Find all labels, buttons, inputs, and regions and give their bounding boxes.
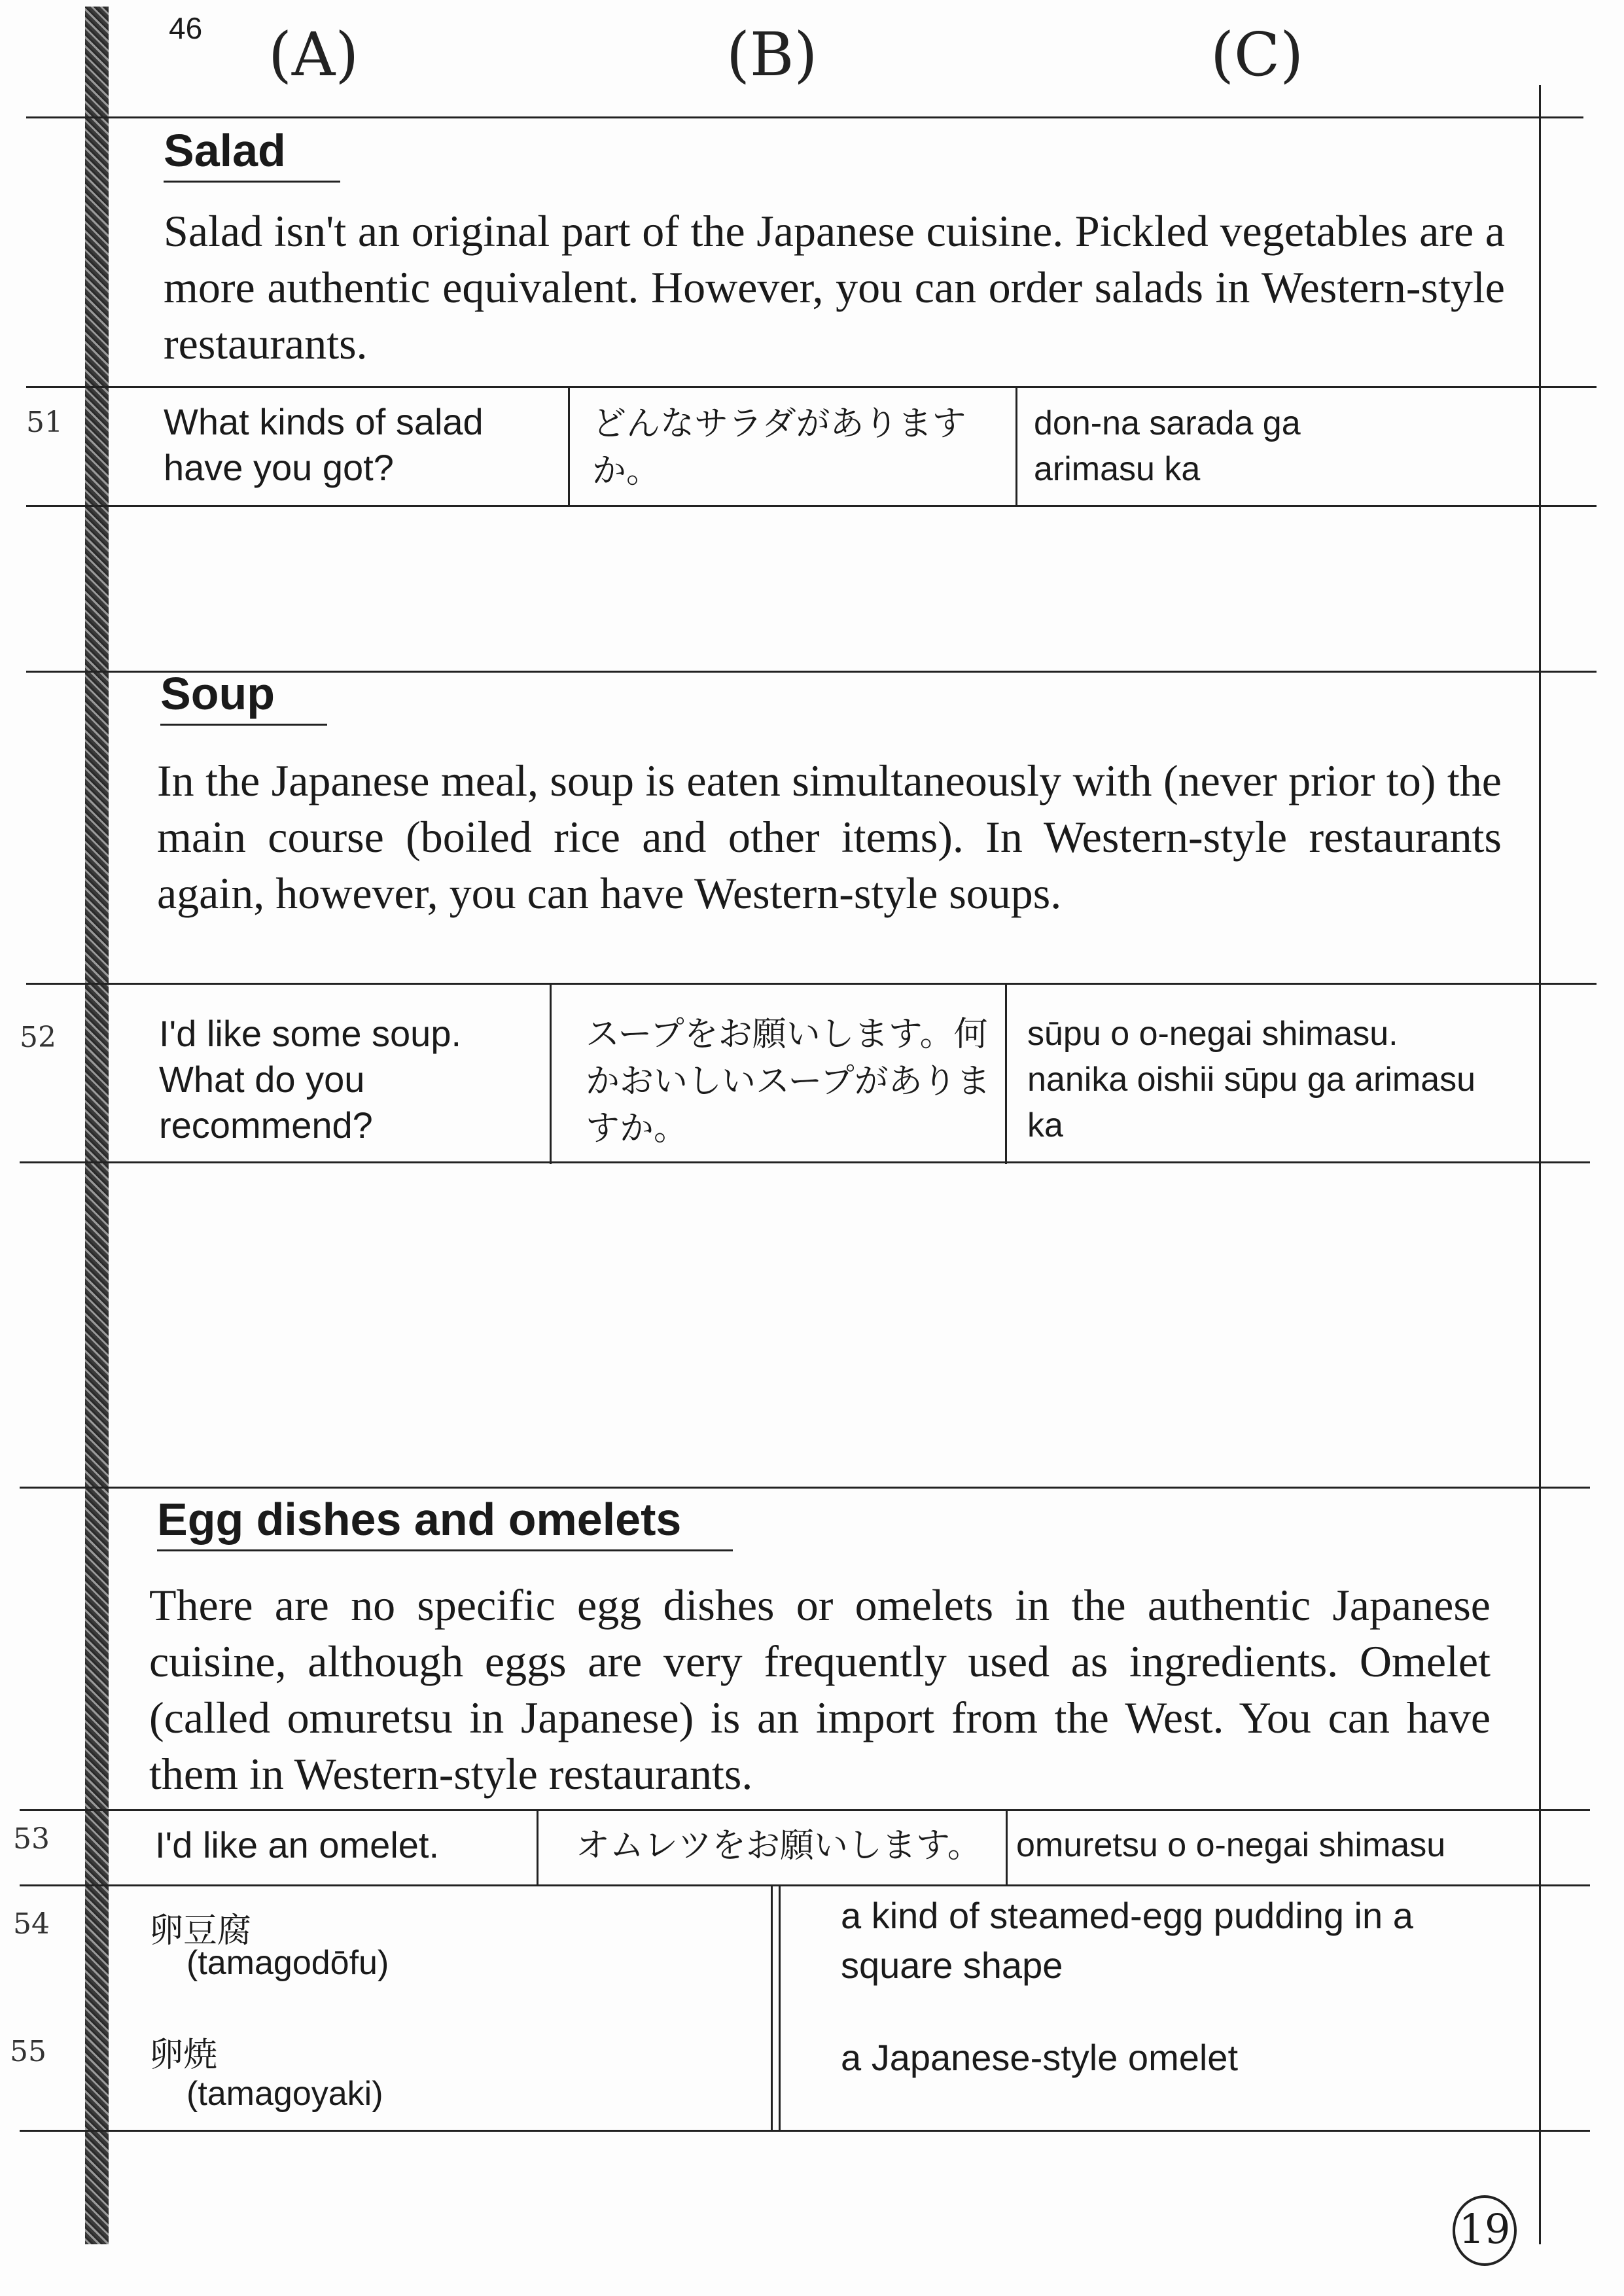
omelet-romaji: omuretsu o o-negai shimasu xyxy=(1016,1826,1446,1864)
rule xyxy=(20,1487,1590,1489)
rule xyxy=(26,386,1597,388)
rule xyxy=(20,2130,1590,2132)
tamagoyaki-desc: a Japanese-style omelet xyxy=(841,2037,1239,2078)
rule xyxy=(26,505,1597,507)
rule xyxy=(20,1884,1590,1886)
col-divider xyxy=(537,1810,538,1886)
rule xyxy=(26,983,1597,985)
rule xyxy=(20,1161,1590,1163)
egg-paragraph: There are no specific egg dishes or omelets in the authentic Japanese cuisine, although eggs are very frequently used as ingredients. Omelet (called omuretsu in Japanese) is an import from the West. You can have them in Western-style restaurants. xyxy=(149,1580,1491,1799)
soup-heading: Soup xyxy=(160,667,327,726)
soup-english: I'd like some soup. What do you recommend? xyxy=(159,1013,462,1146)
row-number: 53 xyxy=(13,1822,50,1856)
row-number: 54 xyxy=(13,1907,50,1941)
salad-romaji: don-na sarada ga arimasu ka xyxy=(1034,404,1301,488)
col-divider xyxy=(779,1886,781,2131)
book-spine-shadow xyxy=(85,7,109,2244)
row-number: 55 xyxy=(10,2035,46,2068)
salad-heading: Salad xyxy=(164,124,340,183)
soup-japanese: スープをお願いします。何かおいしいスープがありますか。 xyxy=(586,1015,991,1148)
rule xyxy=(20,1809,1590,1811)
omelet-english: I'd like an omelet. xyxy=(155,1824,440,1865)
row-number: 51 xyxy=(26,406,63,439)
col-divider xyxy=(550,984,552,1164)
tamagoyaki-reading: (tamagoyaki) xyxy=(186,2075,383,2113)
salad-japanese: どんなサラダがありますか。 xyxy=(592,404,966,491)
col-divider xyxy=(1005,984,1007,1164)
tamagoyaki-kanji: 卵焼 xyxy=(149,2036,218,2075)
tamagodofu-kanji: 卵豆腐 xyxy=(149,1911,252,1951)
col-divider xyxy=(1006,1810,1008,1886)
row-number: 52 xyxy=(20,1021,56,1054)
tamagodofu-reading: (tamagodōfu) xyxy=(186,1944,389,1982)
column-mark-c: (C) xyxy=(1210,20,1304,90)
right-margin-line xyxy=(1539,85,1541,2244)
soup-paragraph: In the Japanese meal, soup is eaten simultaneously with (never prior to) the main course (boiled rice and other items). In Western-style restaurants again, however, you can have Western-style soups. xyxy=(157,756,1502,918)
tamagodofu-desc: a kind of steamed-egg pudding in a square shape xyxy=(841,1895,1413,1986)
egg-heading: Egg dishes and omelets xyxy=(157,1493,733,1551)
column-mark-a: (A) xyxy=(268,20,359,90)
omelet-japanese: オムレツをお願いします。 xyxy=(576,1826,981,1865)
salad-paragraph: Salad isn't an original part of the Japanese cuisine. Pickled vegetables are a more authentic equivalent. However, you can order salads in Western-style restaurants. xyxy=(164,206,1505,368)
page-number: 46 xyxy=(169,11,203,45)
salad-english: What kinds of salad have you got? xyxy=(164,401,484,488)
rule xyxy=(26,116,1583,118)
col-divider xyxy=(771,1886,773,2131)
col-divider xyxy=(1015,387,1017,505)
col-divider xyxy=(568,387,570,505)
column-mark-b: (B) xyxy=(726,20,818,90)
circled-page-number: 19 xyxy=(1453,2195,1517,2266)
soup-romaji: sūpu o o-negai shimasu. nanika oishii sūpu ga arimasu ka xyxy=(1027,1015,1476,1144)
